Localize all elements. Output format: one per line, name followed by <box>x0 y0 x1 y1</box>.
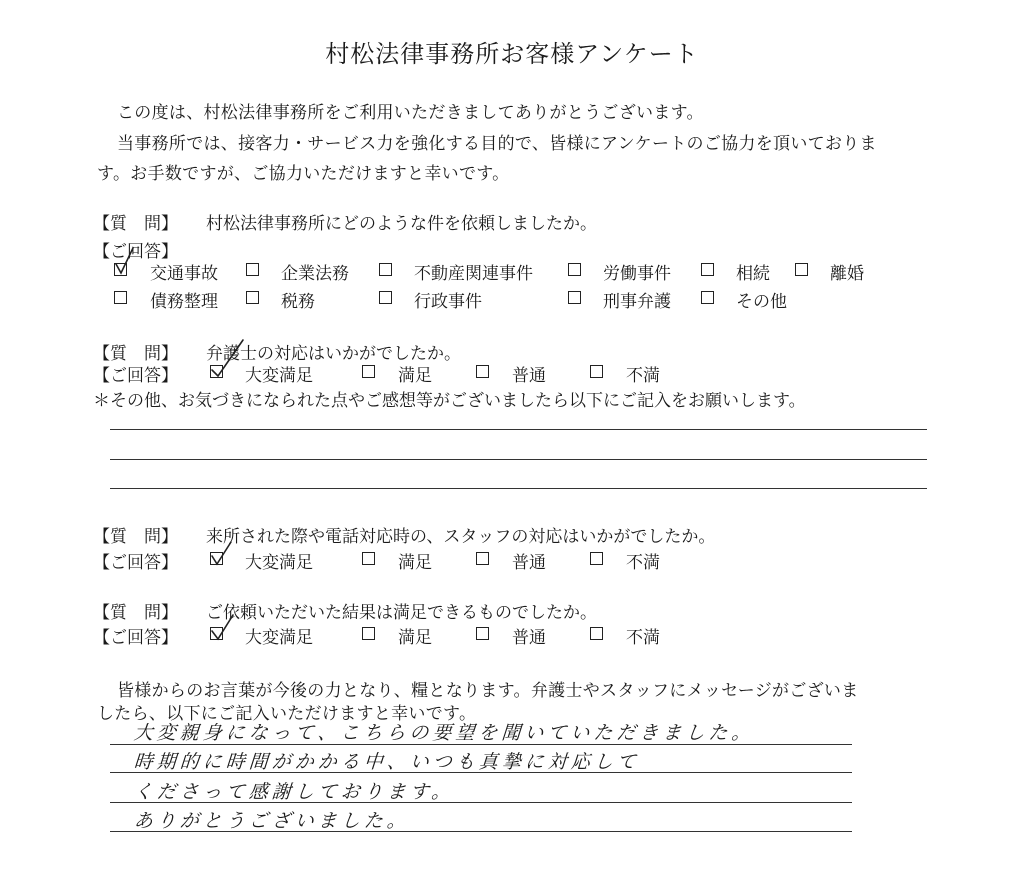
handwritten-check-icon <box>112 244 142 276</box>
q4-option-1[interactable] <box>362 625 375 645</box>
q1-option-10[interactable] <box>701 289 714 309</box>
q1-option-5[interactable] <box>795 261 808 281</box>
q3-option-2-label: 普通 <box>512 553 546 573</box>
q3-option-3-label: 不満 <box>626 553 660 573</box>
q2-option-0-label: 大変満足 <box>245 366 313 386</box>
q3-option-2[interactable] <box>476 550 489 570</box>
q1-option-4-label: 相続 <box>736 264 770 284</box>
q1-option-5-label: 離婚 <box>830 264 864 284</box>
handwritten-message-line-2: 時期的に時間がかかる中、いつも真摯に対応して <box>133 751 641 773</box>
checkbox-icon[interactable] <box>476 552 489 565</box>
handwritten-check-icon <box>209 612 241 642</box>
q1-option-4[interactable] <box>701 261 714 281</box>
q3-question-label: 【質 問】 <box>93 527 178 547</box>
q4-option-2-label: 普通 <box>512 628 546 648</box>
q1-option-8[interactable] <box>379 289 392 309</box>
q1-option-6[interactable] <box>114 289 127 309</box>
handwritten-check-icon <box>209 538 239 568</box>
q2-answer-label: 【ご回答】 <box>93 366 178 386</box>
q2-option-2[interactable] <box>476 363 489 383</box>
survey-title: 村松法律事務所お客様アンケート <box>325 40 699 68</box>
checkbox-icon[interactable] <box>701 263 714 276</box>
q1-option-3[interactable] <box>568 261 581 281</box>
closing-line-2: したら、以下にご記入いただけますと幸いです。 <box>97 704 477 724</box>
checkbox-icon[interactable] <box>795 263 808 276</box>
q1-option-6-label: 債務整理 <box>150 292 218 312</box>
handwritten-check-icon <box>209 336 249 378</box>
q4-question-text: ご依頼いただいた結果は満足できるものでしたか。 <box>206 603 597 623</box>
q1-option-1[interactable] <box>246 261 259 281</box>
checkbox-icon[interactable] <box>379 291 392 304</box>
intro-line-1: この度は、村松法律事務所をご利用いただきましてありがとうございます。 <box>117 103 704 123</box>
q1-option-2-label: 不動産関連事件 <box>414 264 533 284</box>
q3-question-text: 来所された際や電話対応時の、スタッフの対応はいかがでしたか。 <box>206 527 716 547</box>
q1-option-10-label: その他 <box>736 292 787 312</box>
checkbox-icon[interactable] <box>568 291 581 304</box>
q4-option-0-label: 大変満足 <box>245 628 313 648</box>
handwritten-message-line-3: くださって感謝しております。 <box>133 781 456 803</box>
q4-question-label: 【質 問】 <box>93 603 178 623</box>
q3-option-1[interactable] <box>362 550 375 570</box>
q2-comment-note: ＊その他、お気づきになられた点やご感想等がございましたら以下にご記入をお願いします。 <box>93 391 806 411</box>
q2-question-text: 弁護士の対応はいかがでしたか。 <box>206 344 461 364</box>
q3-option-1-label: 満足 <box>398 553 432 573</box>
q1-option-7[interactable] <box>246 289 259 309</box>
intro-line-2: 当事務所では、接客力・サービス力を強化する目的で、皆様にアンケートのご協力を頂いておりま <box>117 134 877 154</box>
q2-option-3[interactable] <box>590 363 603 383</box>
handwritten-message-line-4: ありがとうございました。 <box>133 810 411 832</box>
checkbox-icon[interactable] <box>362 627 375 640</box>
q1-question-label: 【質 問】 <box>93 214 178 234</box>
q1-option-1-label: 企業法務 <box>281 264 349 284</box>
comment-line-3[interactable] <box>110 488 927 489</box>
checkbox-icon[interactable] <box>379 263 392 276</box>
q1-option-2[interactable] <box>379 261 392 281</box>
q4-option-2[interactable] <box>476 625 489 645</box>
checkbox-icon[interactable] <box>476 627 489 640</box>
q3-answer-label: 【ご回答】 <box>93 553 178 573</box>
q1-option-7-label: 税務 <box>281 292 315 312</box>
q2-option-2-label: 普通 <box>512 366 546 386</box>
checkbox-icon[interactable] <box>701 291 714 304</box>
checkbox-icon[interactable] <box>476 365 489 378</box>
checkbox-icon[interactable] <box>114 291 127 304</box>
q3-option-3[interactable] <box>590 550 603 570</box>
checkbox-icon[interactable] <box>568 263 581 276</box>
q4-option-1-label: 満足 <box>398 628 432 648</box>
q1-question-text: 村松法律事務所にどのような件を依頼しましたか。 <box>206 214 597 234</box>
comment-line-2[interactable] <box>110 459 927 460</box>
q1-option-0-label: 交通事故 <box>150 264 218 284</box>
comment-line-1[interactable] <box>110 429 927 430</box>
intro-line-3: す。お手数ですが、ご協力いただけますと幸いです。 <box>97 164 510 184</box>
closing-line-1: 皆様からのお言葉が今後の力となり、糧となります。弁護士やスタッフにメッセージがございま <box>117 681 859 701</box>
q1-option-9-label: 刑事弁護 <box>603 292 671 312</box>
q1-answer-label: 【ご回答】 <box>93 242 178 262</box>
q2-option-1-label: 満足 <box>398 366 432 386</box>
q4-option-3-label: 不満 <box>626 628 660 648</box>
q1-option-8-label: 行政事件 <box>414 292 482 312</box>
q4-answer-label: 【ご回答】 <box>93 628 178 648</box>
checkbox-icon[interactable] <box>590 365 603 378</box>
q4-option-3[interactable] <box>590 625 603 645</box>
handwritten-message-line-1: 大変親身になって、こちらの要望を聞いていただきました。 <box>133 722 756 744</box>
q1-option-3-label: 労働事件 <box>603 264 671 284</box>
checkbox-icon[interactable] <box>590 627 603 640</box>
q1-option-9[interactable] <box>568 289 581 309</box>
q2-option-1[interactable] <box>362 363 375 383</box>
q2-option-3-label: 不満 <box>626 366 660 386</box>
q3-option-0-label: 大変満足 <box>245 553 313 573</box>
checkbox-icon[interactable] <box>590 552 603 565</box>
checkbox-icon[interactable] <box>246 263 259 276</box>
checkbox-icon[interactable] <box>362 365 375 378</box>
checkbox-icon[interactable] <box>362 552 375 565</box>
checkbox-icon[interactable] <box>246 291 259 304</box>
q2-question-label: 【質 問】 <box>93 344 178 364</box>
